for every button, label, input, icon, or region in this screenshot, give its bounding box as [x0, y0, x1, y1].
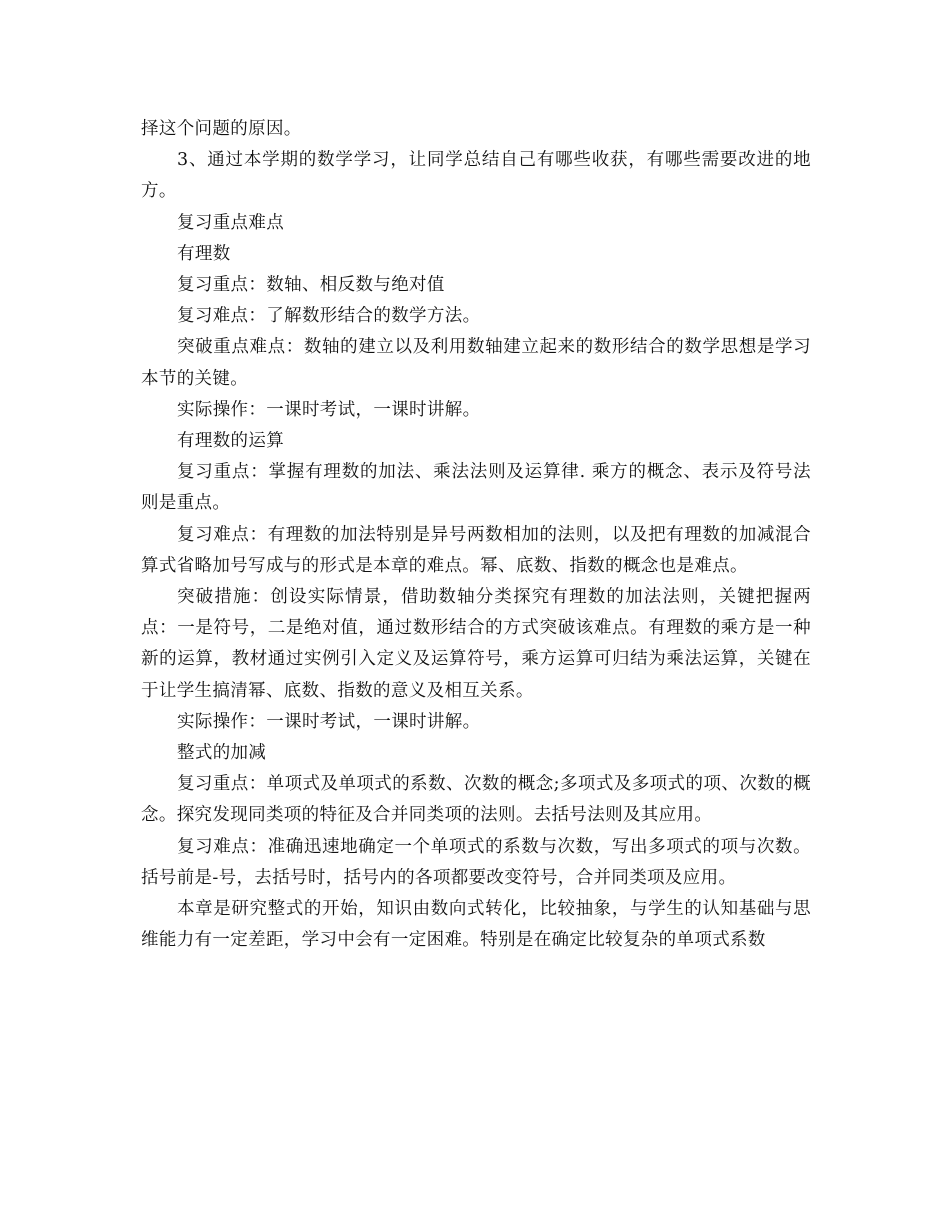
paragraph-key-points: 复习重点：掌握有理数的加法、乘法法则及运算律. 乘方的概念、表示及符号法则是重点。: [141, 462, 811, 514]
paragraph-item-3: 3、通过本学期的数学学习，让同学总结自己有哪些收获，有哪些需要改进的地方。: [141, 150, 811, 202]
paragraph-key-points: 复习重点：数轴、相反数与绝对值: [177, 275, 445, 296]
paragraph-practice: 实际操作：一课时考试，一课时讲解。: [177, 711, 481, 732]
section-heading-review-focus: 复习重点难点: [177, 212, 285, 233]
subsection-heading-polynomials: 整式的加减: [177, 743, 267, 764]
paragraph-chapter-intro: 本章是研究整式的开始，知识由数向式转化，比较抽象，与学生的认知基础与思维能力有一定差距，学习中会有一定困难。特别是在确定比较复杂的单项式系数: [141, 899, 811, 951]
paragraph-difficulties: 复习难点：了解数形结合的数学方法。: [177, 306, 481, 327]
paragraph-breakthrough-measures: 突破措施：创设实际情景，借助数轴分类探究有理数的加法法则，关键把握两点：一是符号，二是绝对值，通过数形结合的方式突破该难点。有理数的乘方是一种新的运算，教材通过实例引入定义及运算符号，乘方运算可归结为乘法运算，关键在于让学生搞清幂、底数、指数的意义及相互关系。: [141, 587, 811, 701]
paragraph-breakthrough: 突破重点难点：数轴的建立以及利用数轴建立起来的数形结合的数学思想是学习本节的关键。: [141, 337, 811, 389]
paragraph-difficulties: 复习难点：有理数的加法特别是异号两数相加的法则，以及把有理数的加减混合算式省略加号写成与的形式是本章的难点。幂、底数、指数的概念也是难点。: [141, 524, 811, 576]
subsection-heading-rational-numbers: 有理数: [177, 243, 231, 264]
document-body: [141, 114, 811, 956]
paragraph-practice: 实际操作：一课时考试，一课时讲解。: [177, 399, 481, 420]
paragraph-continuation: 择这个问题的原因。: [141, 119, 302, 139]
paragraph-difficulties: 复习难点：准确迅速地确定一个单项式的系数与次数，写出多项式的项与次数。括号前是-号，去括号时，括号内的各项都要改变符号，合并同类项及应用。: [141, 836, 811, 888]
subsection-heading-operations: 有理数的运算: [177, 431, 285, 452]
paragraph-key-points: 复习重点：单项式及单项式的系数、次数的概念;多项式及多项式的项、次数的概念。探究发现同类项的特征及合并同类项的法则。去括号法则及其应用。: [141, 774, 811, 826]
